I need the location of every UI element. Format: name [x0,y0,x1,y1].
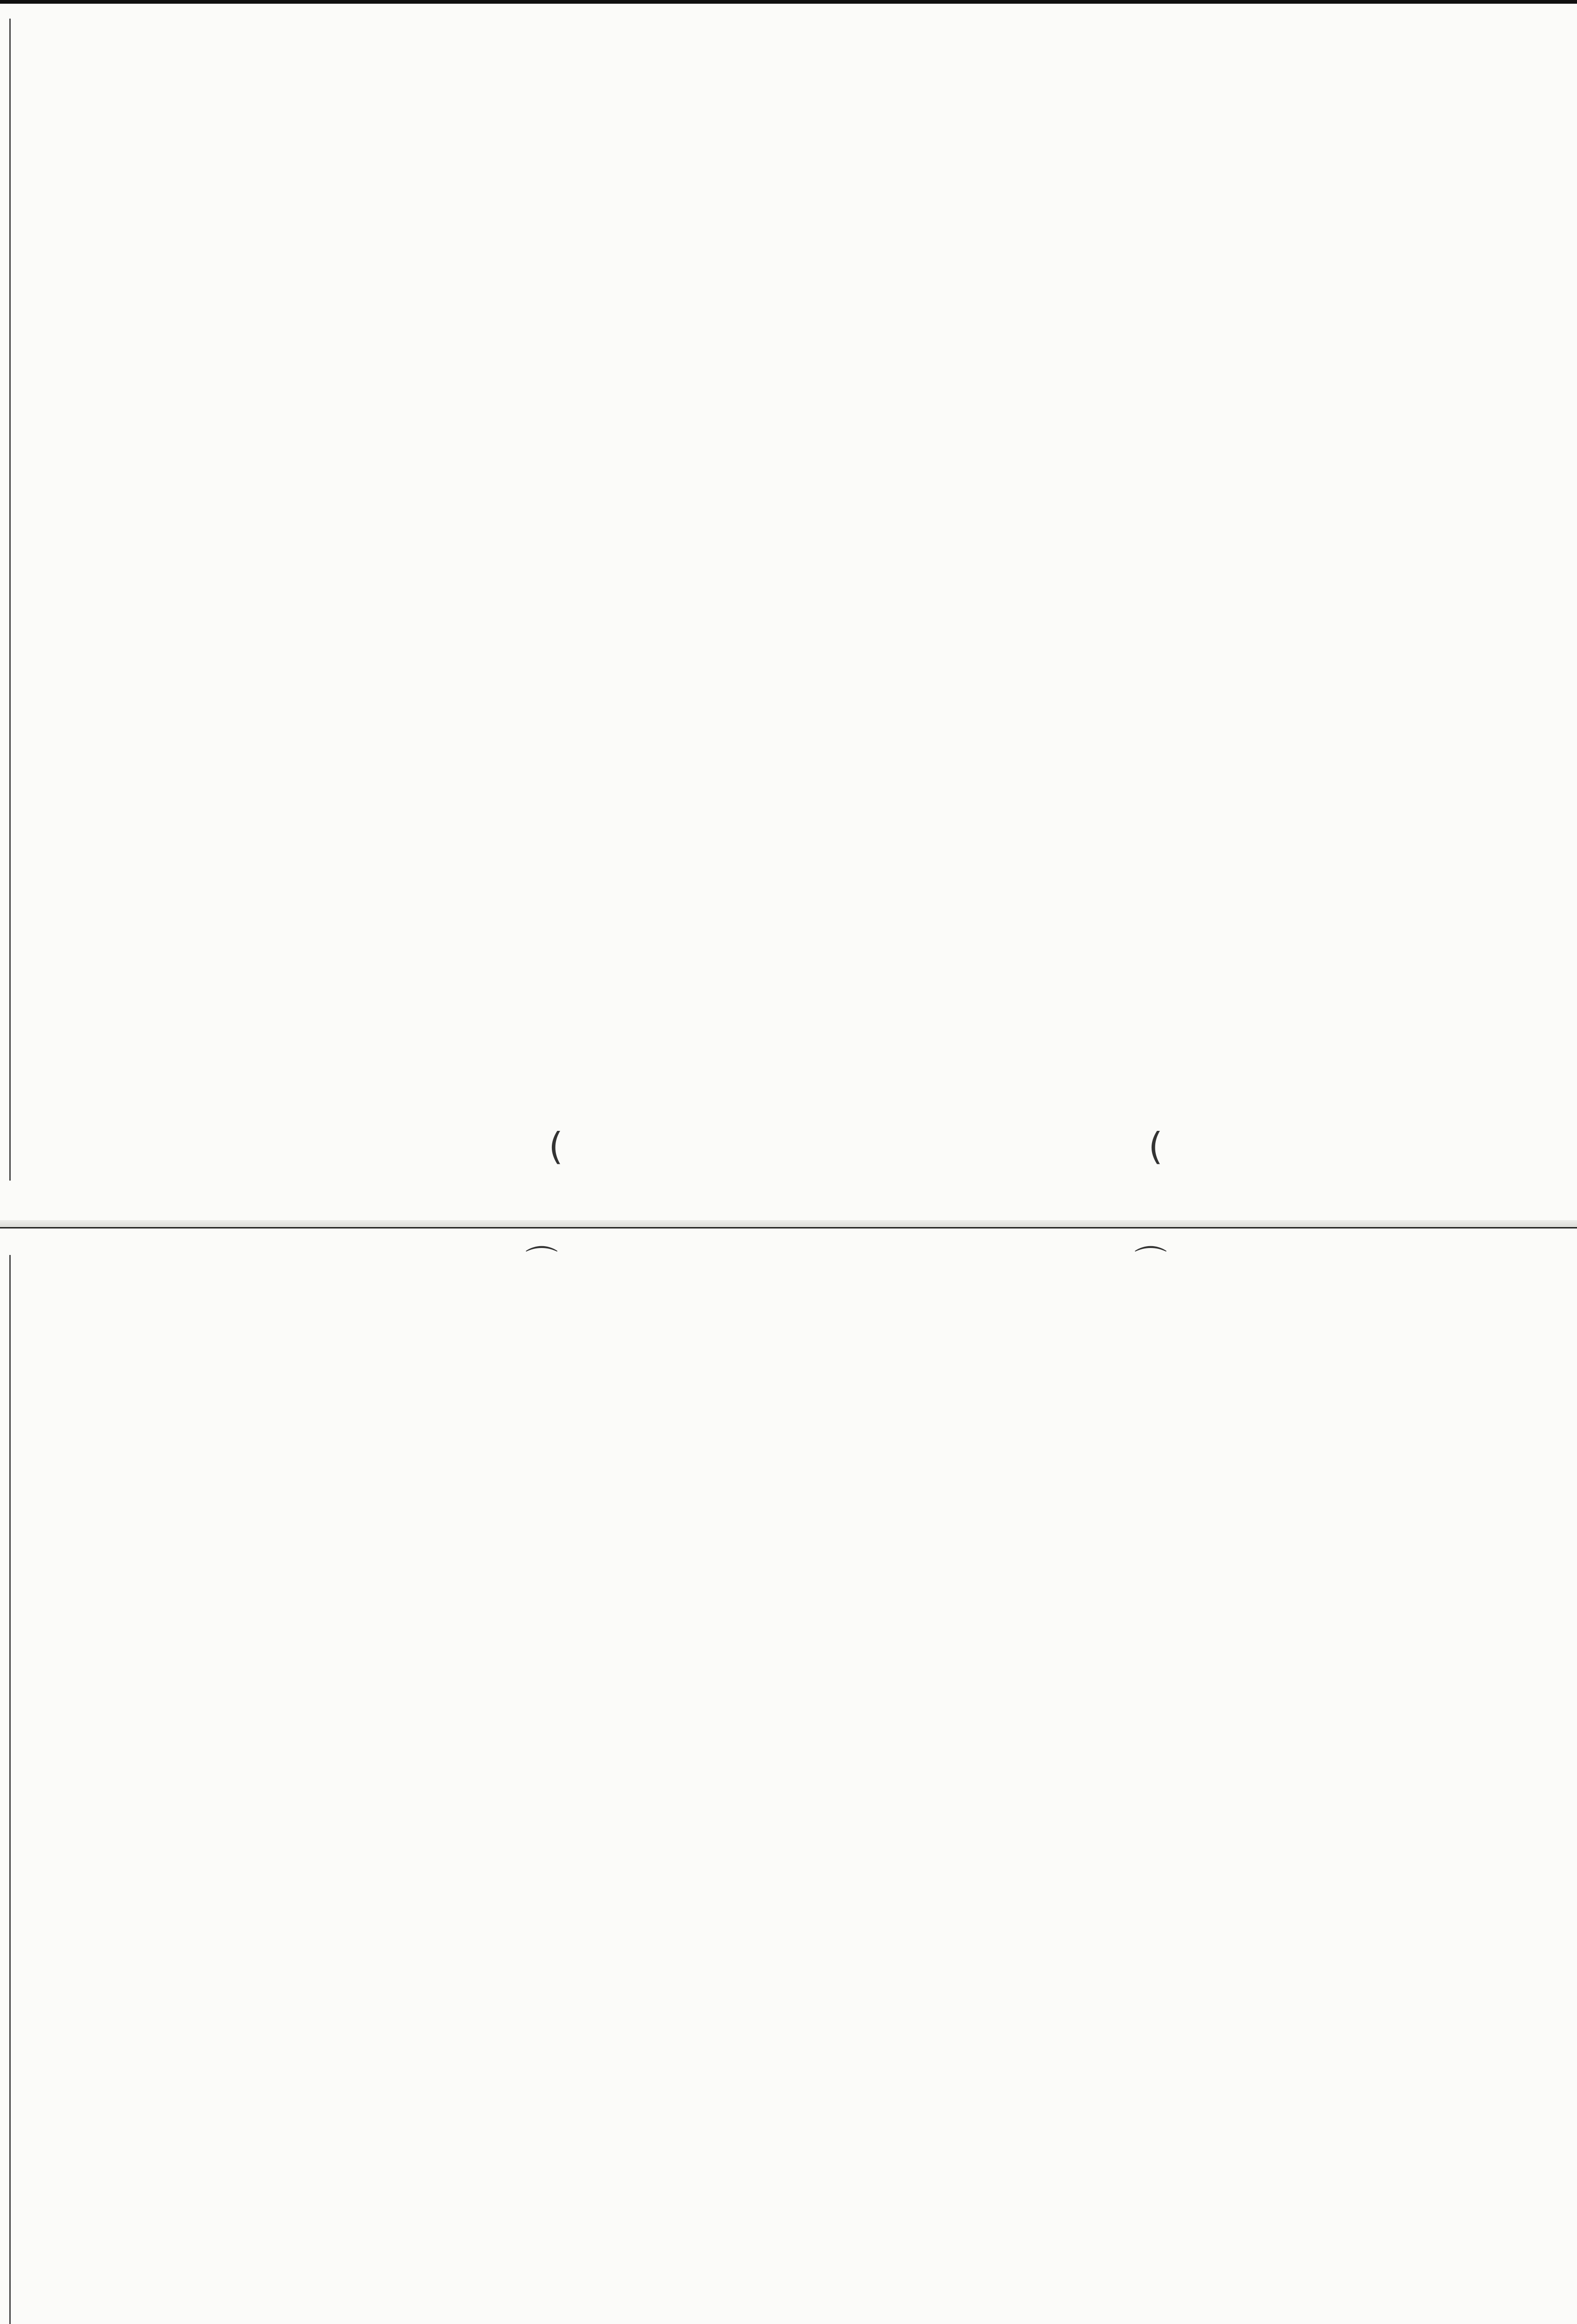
fold-line [0,1227,1577,1228]
page-4 [167,1311,1469,2324]
binding-mark-2: ( [1148,1125,1163,1168]
binding-mark-4: ⌒ [1134,1243,1167,1281]
scan-left-edge-bottom [9,1255,11,2324]
binding-mark-3: ⌒ [525,1243,558,1281]
page-5 [167,65,1469,1171]
binding-mark-1: ( [549,1125,563,1168]
scan-top-edge [0,0,1577,4]
scan-left-edge-top [9,19,11,1181]
